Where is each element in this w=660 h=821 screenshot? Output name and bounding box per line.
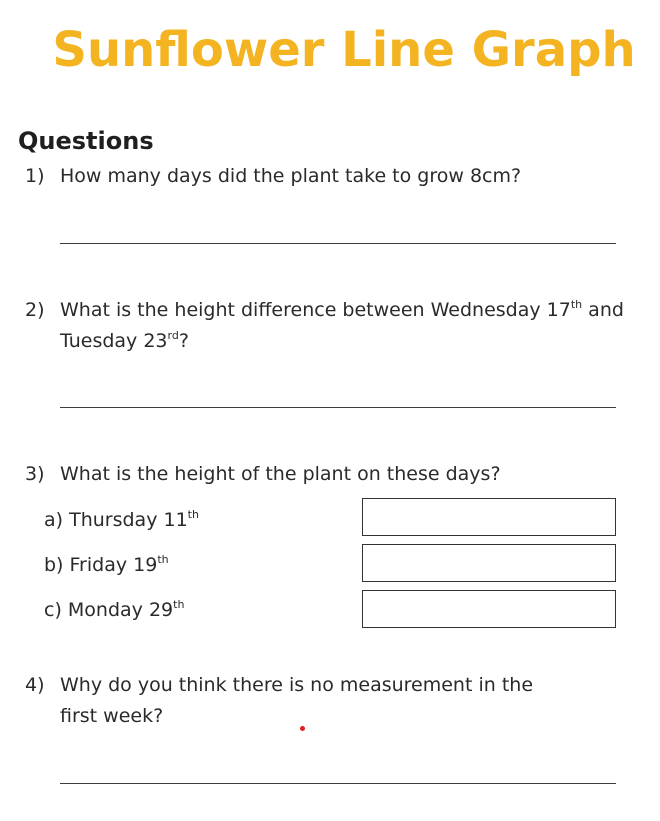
ordinal-suffix: th <box>157 553 169 566</box>
answer-line-2[interactable] <box>60 407 616 408</box>
answer-line-1[interactable] <box>60 243 616 244</box>
answer-box-3b[interactable] <box>362 544 616 582</box>
ordinal-suffix: rd <box>167 329 179 342</box>
question-2 <box>25 295 624 357</box>
question-text-line-1 <box>60 295 624 326</box>
questions-heading: Questions <box>18 127 154 155</box>
ordinal-suffix: th <box>570 298 583 311</box>
question-3c-label <box>44 597 184 623</box>
text-segment: and <box>582 299 624 321</box>
part-label: c) Monday 29 <box>44 599 174 621</box>
question-number: 2) <box>25 299 45 321</box>
text-segment: ? <box>178 330 189 352</box>
question-number: 3) <box>25 463 45 485</box>
question-text-line-1: Why do you think there is no measurement in the <box>60 674 534 696</box>
question-text: How many days did the plant take to grow 8cm? <box>60 165 522 187</box>
red-mark <box>300 726 305 731</box>
question-number: 4) <box>25 674 45 696</box>
part-label: b) Friday 19 <box>44 554 158 576</box>
question-text-line-2 <box>60 326 624 357</box>
question-text: What is the height of the plant on these days? <box>60 463 501 485</box>
answer-line-4[interactable] <box>60 783 616 784</box>
question-4 <box>25 670 534 732</box>
ordinal-suffix: th <box>173 598 185 611</box>
question-number: 1) <box>25 165 45 187</box>
question-text-line-2: first week? <box>60 705 164 727</box>
text-segment: What is the height difference between Wednesday 17 <box>60 299 571 321</box>
answer-box-3c[interactable] <box>362 590 616 628</box>
question-3b-label <box>44 552 169 578</box>
question-3 <box>25 459 501 490</box>
question-1 <box>25 161 522 192</box>
part-label: a) Thursday 11 <box>44 509 188 531</box>
worksheet-title: Sunflower Line Graph <box>52 22 636 78</box>
text-segment: Tuesday 23 <box>60 330 168 352</box>
answer-box-3a[interactable] <box>362 498 616 536</box>
question-3a-label <box>44 507 199 533</box>
ordinal-suffix: th <box>187 508 199 521</box>
